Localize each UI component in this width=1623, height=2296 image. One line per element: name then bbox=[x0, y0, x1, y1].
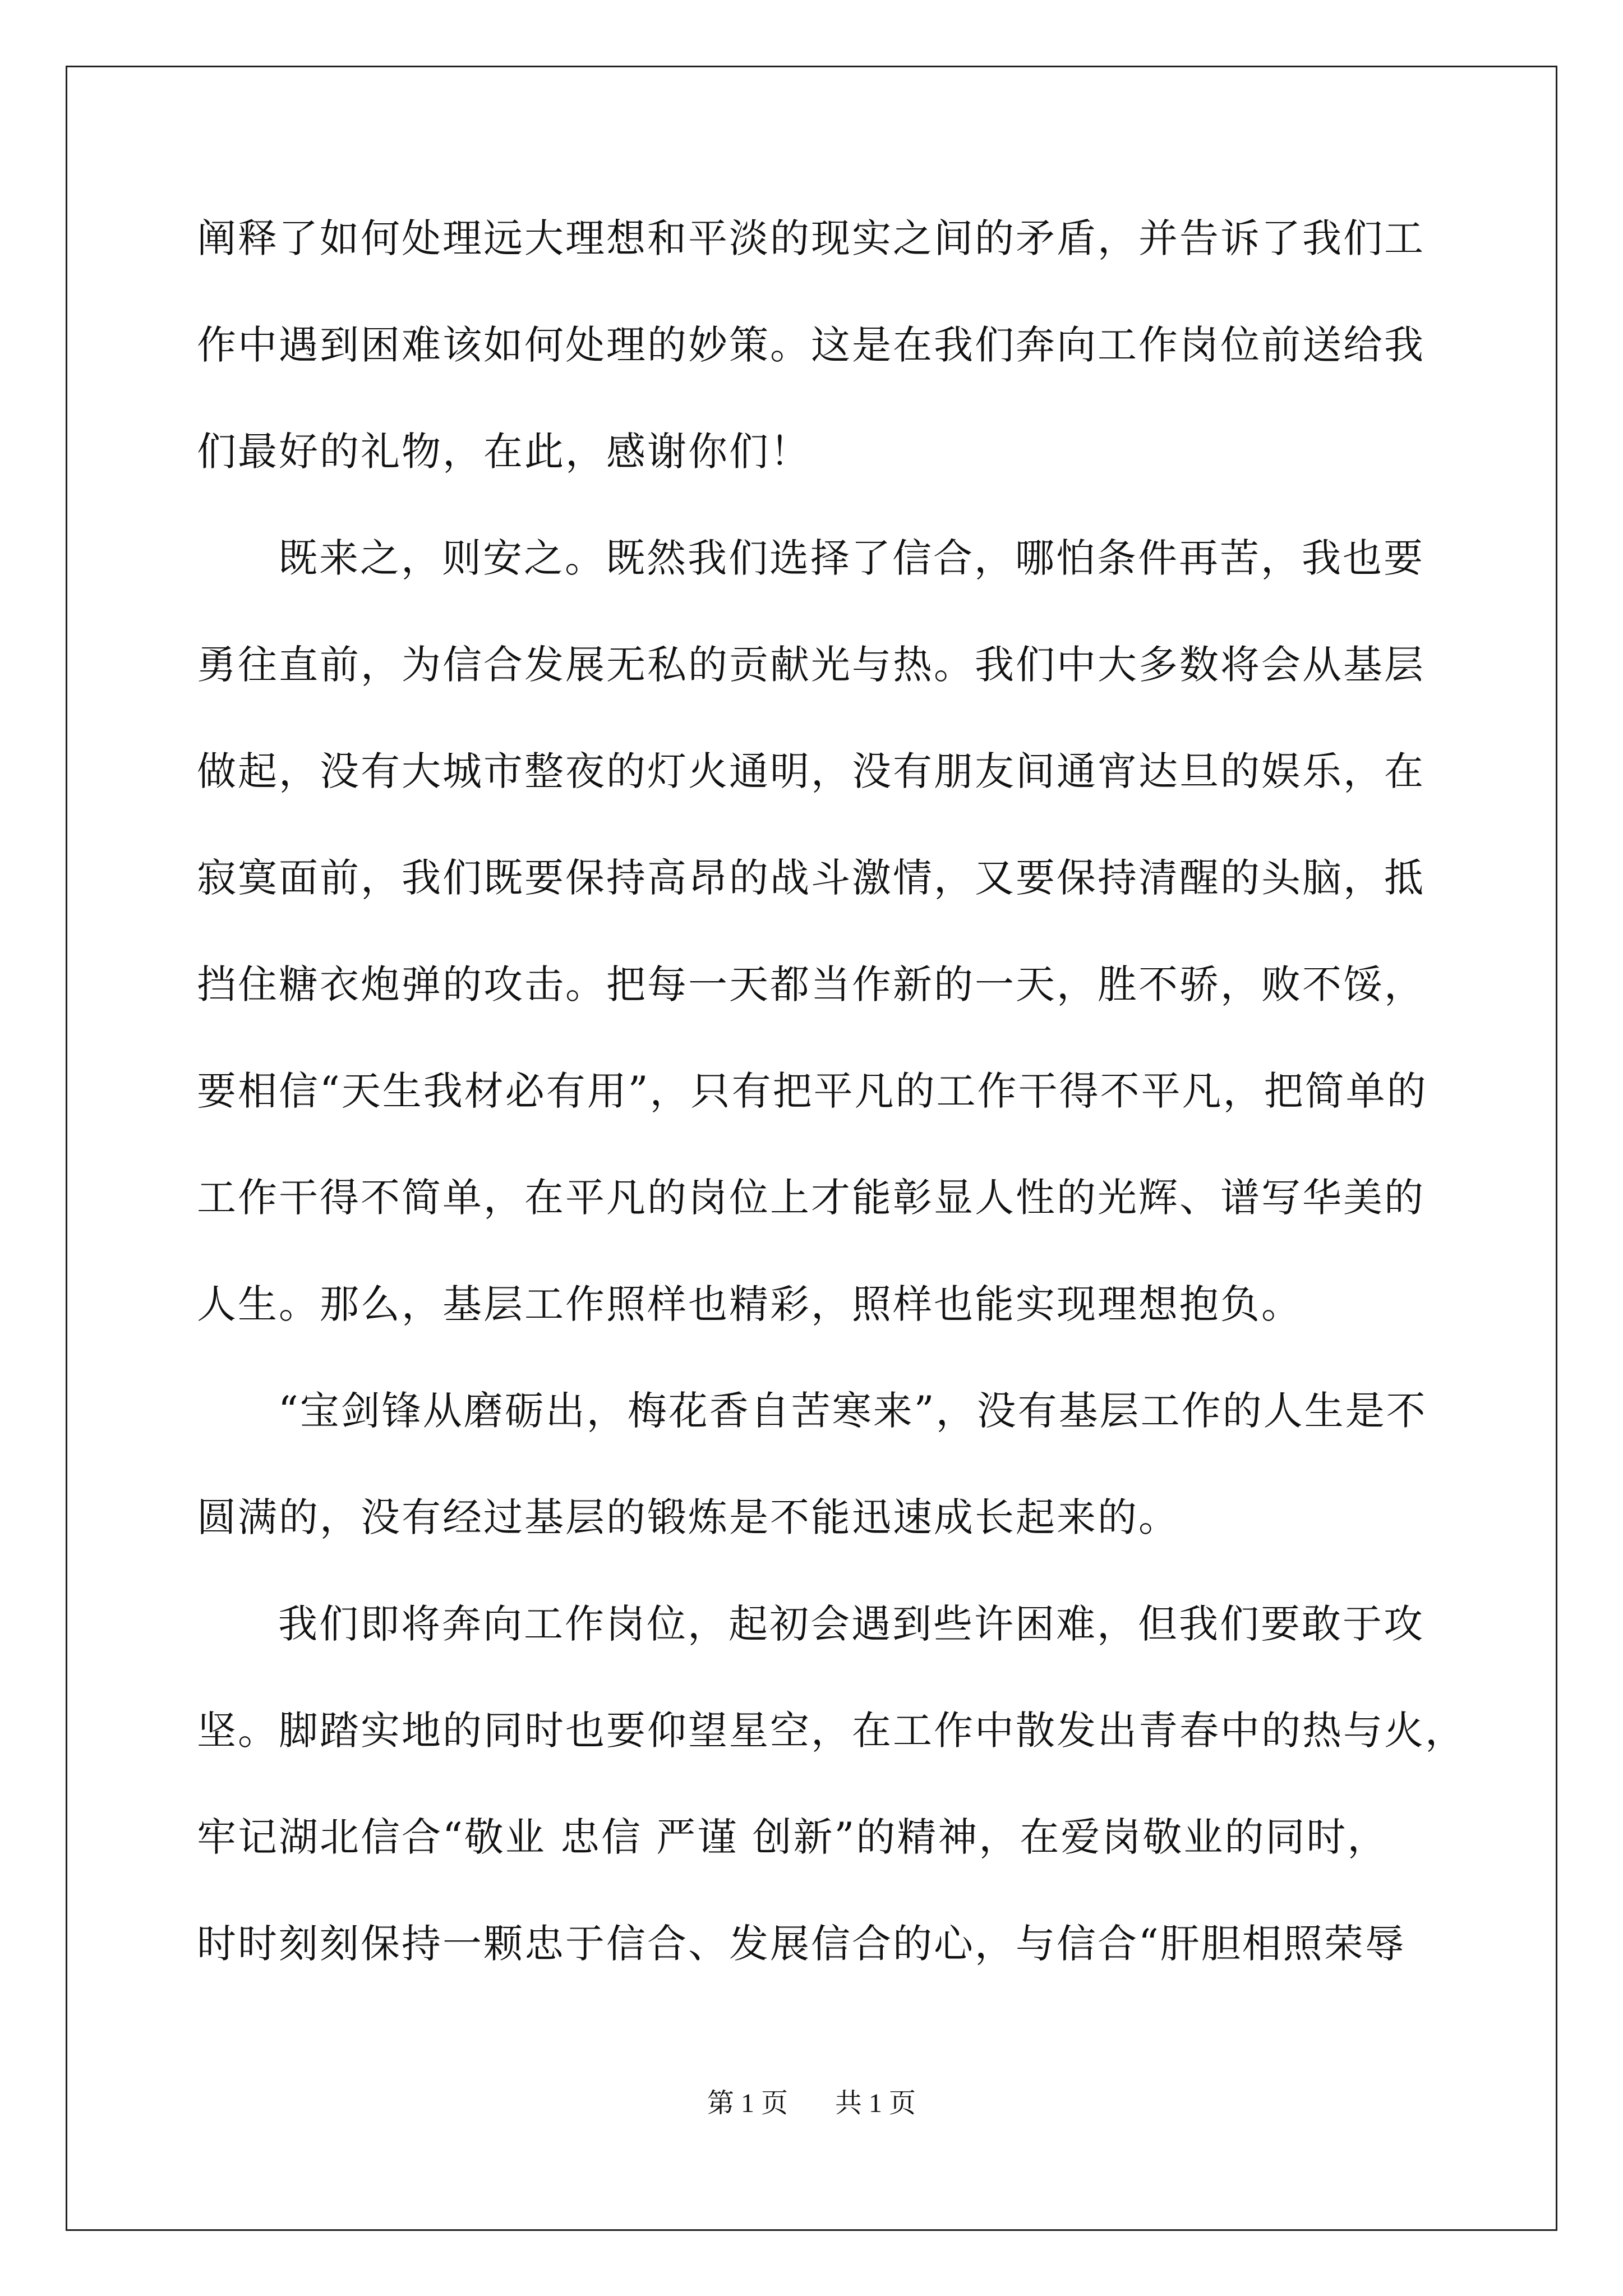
page-footer bbox=[0, 2087, 1623, 2120]
text-line: 们最好的礼物，在此，感谢你们！ bbox=[197, 429, 811, 475]
page-number: 第 1 页 bbox=[707, 2088, 788, 2118]
text-line: 圆满的，没有经过基层的锻炼是不能迅速成长起来的。 bbox=[197, 1494, 1179, 1540]
text-line: 人生。那么，基层工作照样也精彩，照样也能实现理想抱负。 bbox=[197, 1281, 1302, 1327]
page-total: 共 1 页 bbox=[835, 2088, 916, 2118]
text-line: 阐释了如何处理远大理想和平淡的现实之间的矛盾，并告诉了我们工 bbox=[197, 215, 1425, 261]
text-line: 牢记湖北信合“敬业 忠信 严谨 创新”的精神，在爱岗敬业的同时， bbox=[197, 1814, 1389, 1860]
document-body bbox=[197, 205, 1466, 2017]
text-line: 既来之，则安之。既然我们选择了信合，哪怕条件再苦，我也要 bbox=[278, 535, 1424, 581]
text-line: 坚。脚踏实地的同时也要仰望星空，在工作中散发出青春中的热与火， bbox=[197, 1708, 1466, 1754]
text-line: 我们即将奔向工作岗位，起初会遇到些许困难，但我们要敢于攻 bbox=[278, 1601, 1424, 1647]
text-line: 勇往直前，为信合发展无私的贡献光与热。我们中大多数将会从基层 bbox=[197, 642, 1425, 688]
text-line: 做起，没有大城市整夜的灯火通明，没有朋友间通宵达旦的娱乐，在 bbox=[197, 748, 1425, 794]
text-line: 工作干得不简单，在平凡的岗位上才能彰显人性的光辉、谱写华美的 bbox=[197, 1175, 1425, 1221]
text-line: 作中遇到困难该如何处理的妙策。这是在我们奔向工作岗位前送给我 bbox=[197, 322, 1425, 368]
text-line: 时时刻刻保持一颗忠于信合、发展信合的心，与信合“肝胆相照荣辱 bbox=[197, 1921, 1406, 1967]
text-line: “宝剑锋从磨砺出，梅花香自苦寒来”，没有基层工作的人生是不 bbox=[278, 1388, 1427, 1434]
text-line: 挡住糖衣炮弹的攻击。把每一天都当作新的一天，胜不骄，败不馁， bbox=[197, 961, 1425, 1007]
text-line: 要相信“天生我材必有用”，只有把平凡的工作干得不平凡，把简单的 bbox=[197, 1068, 1428, 1114]
text-line: 寂寞面前，我们既要保持高昂的战斗激情，又要保持清醒的头脑，抵 bbox=[197, 855, 1425, 901]
